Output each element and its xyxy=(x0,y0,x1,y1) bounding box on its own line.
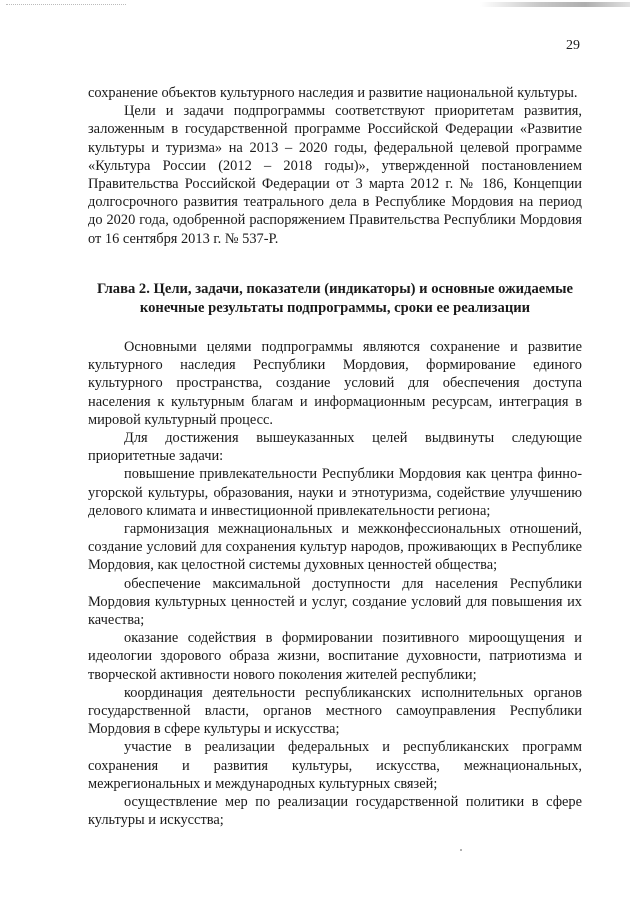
chapter-body xyxy=(88,338,582,829)
paragraph-continuation: сохранение объектов культурного наследия и развитие национальной культуры. xyxy=(88,85,578,101)
scan-artifact-left xyxy=(6,4,126,9)
chapter-heading: Глава 2. Цели, задачи, показатели (индикаторы) и основные ожидаемые конечные результаты подпрограммы, сроки ее реализации xyxy=(96,281,574,316)
paragraph-tasks-intro: Для достижения вышеуказанных целей выдвинуты следующие приоритетные задачи: xyxy=(88,430,582,465)
task-item: обеспечение максимальной доступности для населения Республики Мордовия культурных ценностей и услуг, создание условий для повышения их качества; xyxy=(88,575,582,629)
task-item: участие в реализации федеральных и республиканских программ сохранения и развития культуры, искусства, межнациональных, межрегиональных и международных культурных связей; xyxy=(88,739,582,792)
paragraph-program-priorities: Цели и задачи подпрограммы соответствуют приоритетам развития, заложенным в государственной программе Российской Федерации «Развитие культуры и туризма» на 2013 – 2020 годы, федеральной целевой программе «Культура России (2012 – 2018 годы)», утвержденной постановлением Правительства Российской Федерации от 3 марта 2012 г. № 186, Концепции долгосрочного развития театрального дела в Республике Мордовия на период до 2020 года, одобренной распоряжением Правительства Республики Мордовия от 16 сентября 2013 г. № 537-Р. xyxy=(88,103,582,247)
page-number: 29 xyxy=(566,38,580,53)
paragraph-main-goals: Основными целями подпрограммы являются сохранение и развитие культурного наследия Республики Мордовия, формирование единого культурного пространства, создание условий для обеспечения доступа населения к культурным благам и информационным ресурсам, интеграция в мировой культурный процесс. xyxy=(88,339,582,428)
task-item: осуществление мер по реализации государственной политики в сфере культуры и искусства; xyxy=(88,794,582,829)
intro-text-block xyxy=(88,84,582,248)
scan-speck xyxy=(460,849,462,851)
scan-artifact-right xyxy=(480,2,630,7)
task-item: повышение привлекательности Республики Мордовия как центра финно-угорской культуры, образования, науки и этнотуризма, содействие улучшению делового климата и инвестиционной привлекательности региона; xyxy=(88,466,582,519)
task-item: гармонизация межнациональных и межконфессиональных отношений, создание условий для сохранения культур народов, проживающих в Республике Мордовия, как целостной системы духовных ценностей общества; xyxy=(88,521,582,574)
task-item: оказание содействия в формировании позитивного мироощущения и идеологии здорового образа жизни, воспитание духовности, патриотизма и творческой активности нового поколения жителей республики; xyxy=(88,630,582,683)
task-item: координация деятельности республиканских исполнительных органов государственной власти, органов местного самоуправления Республики Мордовия в сфере культуры и искусства; xyxy=(88,684,582,738)
